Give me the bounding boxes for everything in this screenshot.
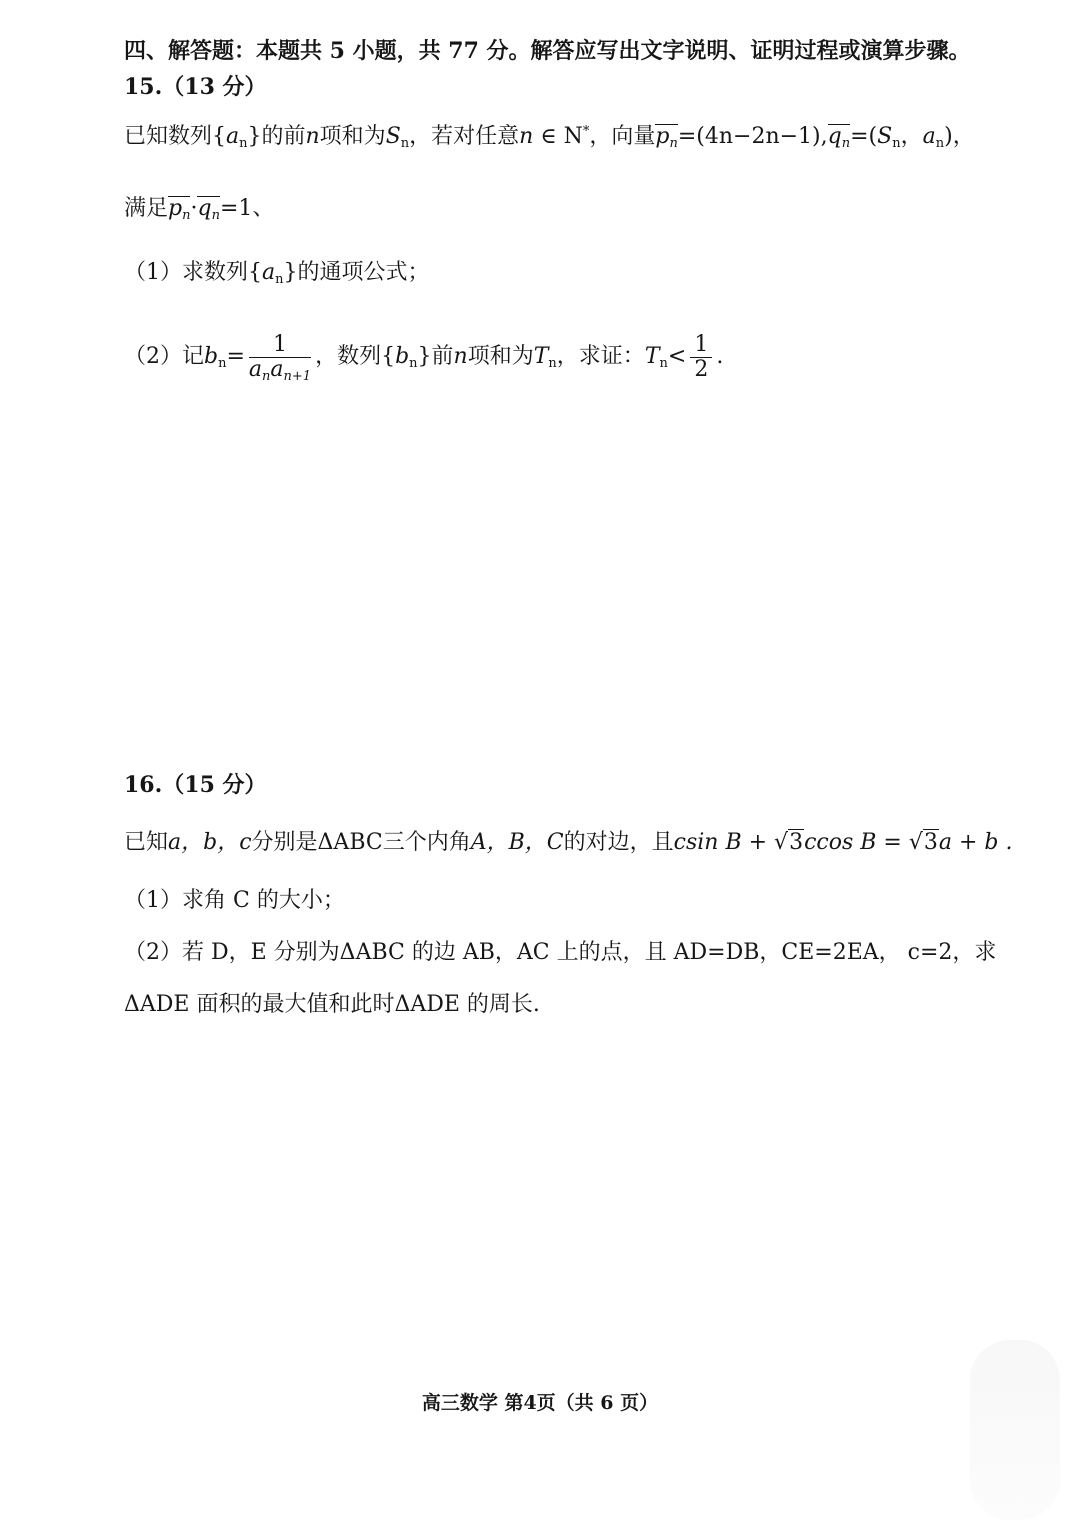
q16-text: 分别是ΔABC三个内角	[251, 830, 471, 855]
fraction-bn: $\frac{1}{a_na_{n+1}}$	[248, 331, 312, 384]
var-b: b	[204, 344, 219, 369]
var-n: n	[305, 124, 320, 149]
period: .	[716, 344, 724, 369]
page-footer: 高三数学 第4页（共 6 页）	[421, 1392, 659, 1414]
q15-text: ，	[900, 124, 923, 149]
q16-part2-line2: ΔADE 面积的最大值和此时ΔADE 的周长.	[124, 992, 540, 1017]
q16-stem	[124, 828, 1012, 858]
q15-part2: （2）记$b_n=$ $\frac{1}{a_na_{n+1}}$ ，数列$\{b_n\}$前n项和为$T_n$，求证：$T_n<$ $\frac{1}{2}$ .	[124, 331, 724, 384]
q16-text: 已知	[124, 830, 169, 855]
q16-text: 的对边，且	[563, 830, 674, 855]
q15-text: =(	[850, 124, 878, 149]
q16-angles: A，B，C	[470, 830, 564, 855]
vector-q: $q_n$	[827, 124, 851, 151]
q15-text: （2）记	[124, 344, 204, 369]
q15-text: ，向量	[589, 124, 656, 149]
q15-text: （1）求数列{	[124, 260, 262, 285]
q15-text: }的通项公式；	[283, 260, 430, 285]
vector-p: $p_n$	[168, 196, 191, 223]
q16-part1: （1）求角 C 的大小；	[124, 888, 345, 913]
var-a: a	[226, 124, 240, 149]
var-T: T	[533, 344, 549, 369]
q15-title: 15.（13 分）	[124, 74, 267, 100]
q16-equation: ccos B =	[804, 830, 909, 855]
q15-stem-line1: 已知数列$\{a_n\}$的前n项和为$S_n$，若对任意n ∈ N*，向量$p_n=(4n-2n-1),q_n=(S_n$，$a_n$)，	[124, 124, 975, 151]
var-S: S	[877, 124, 893, 149]
q16-vars: a，b，c	[168, 830, 252, 855]
q16-equation: a + b .	[938, 830, 1013, 855]
q15-text: =1、	[219, 196, 275, 221]
sqrt-symbol: √3	[774, 830, 804, 855]
q15-part1: （1）求数列$\{a_n\}$的通项公式；	[124, 260, 430, 287]
var-n: n	[519, 124, 534, 149]
fraction-half: $\frac{1}{2}$	[690, 333, 712, 382]
less-than: <	[667, 344, 687, 369]
q16-part2-line1: （2）若 D，E 分别为ΔABC 的边 AB，AC 上的点，且 AD=DB，CE=2EA， c=2，求	[124, 940, 997, 965]
vector-q: $q_n$	[197, 196, 220, 223]
q15-text: ∈ N	[533, 124, 583, 149]
q15-text: ，求证：	[556, 344, 645, 369]
q15-text: 项和为	[319, 124, 386, 149]
var-b: b	[395, 344, 410, 369]
sqrt-symbol: √3	[908, 830, 938, 855]
q15-text: 已知数列{	[124, 124, 226, 149]
dot-operator: ·	[190, 196, 198, 221]
q16-equation: csin B +	[673, 830, 775, 855]
equals: =	[226, 344, 245, 369]
scan-shadow	[970, 1340, 1060, 1520]
q15-text: 满足	[124, 196, 169, 221]
q15-text: =(4n−2n−1),	[677, 124, 828, 149]
q15-text: ，若对任意	[409, 124, 520, 149]
q15-text: ，数列{	[315, 344, 396, 369]
q15-text: }前	[417, 344, 454, 369]
section-header: 四、解答题：本题共 5 小题，共 77 分。解答应写出文字说明、证明过程或演算步骤。	[124, 38, 971, 64]
var-a: a	[922, 124, 936, 149]
var-S: S	[385, 124, 401, 149]
q15-stem-line2	[124, 194, 274, 224]
var-T: T	[644, 344, 660, 369]
vector-p: $p_n$	[655, 124, 678, 151]
var-n: n	[453, 344, 468, 369]
q15-text: 项和为	[467, 344, 534, 369]
q16-title: 16.（15 分）	[124, 772, 267, 798]
q15-text: }的前	[247, 124, 306, 149]
var-a: a	[262, 260, 276, 285]
q15-text: )，	[944, 124, 975, 149]
